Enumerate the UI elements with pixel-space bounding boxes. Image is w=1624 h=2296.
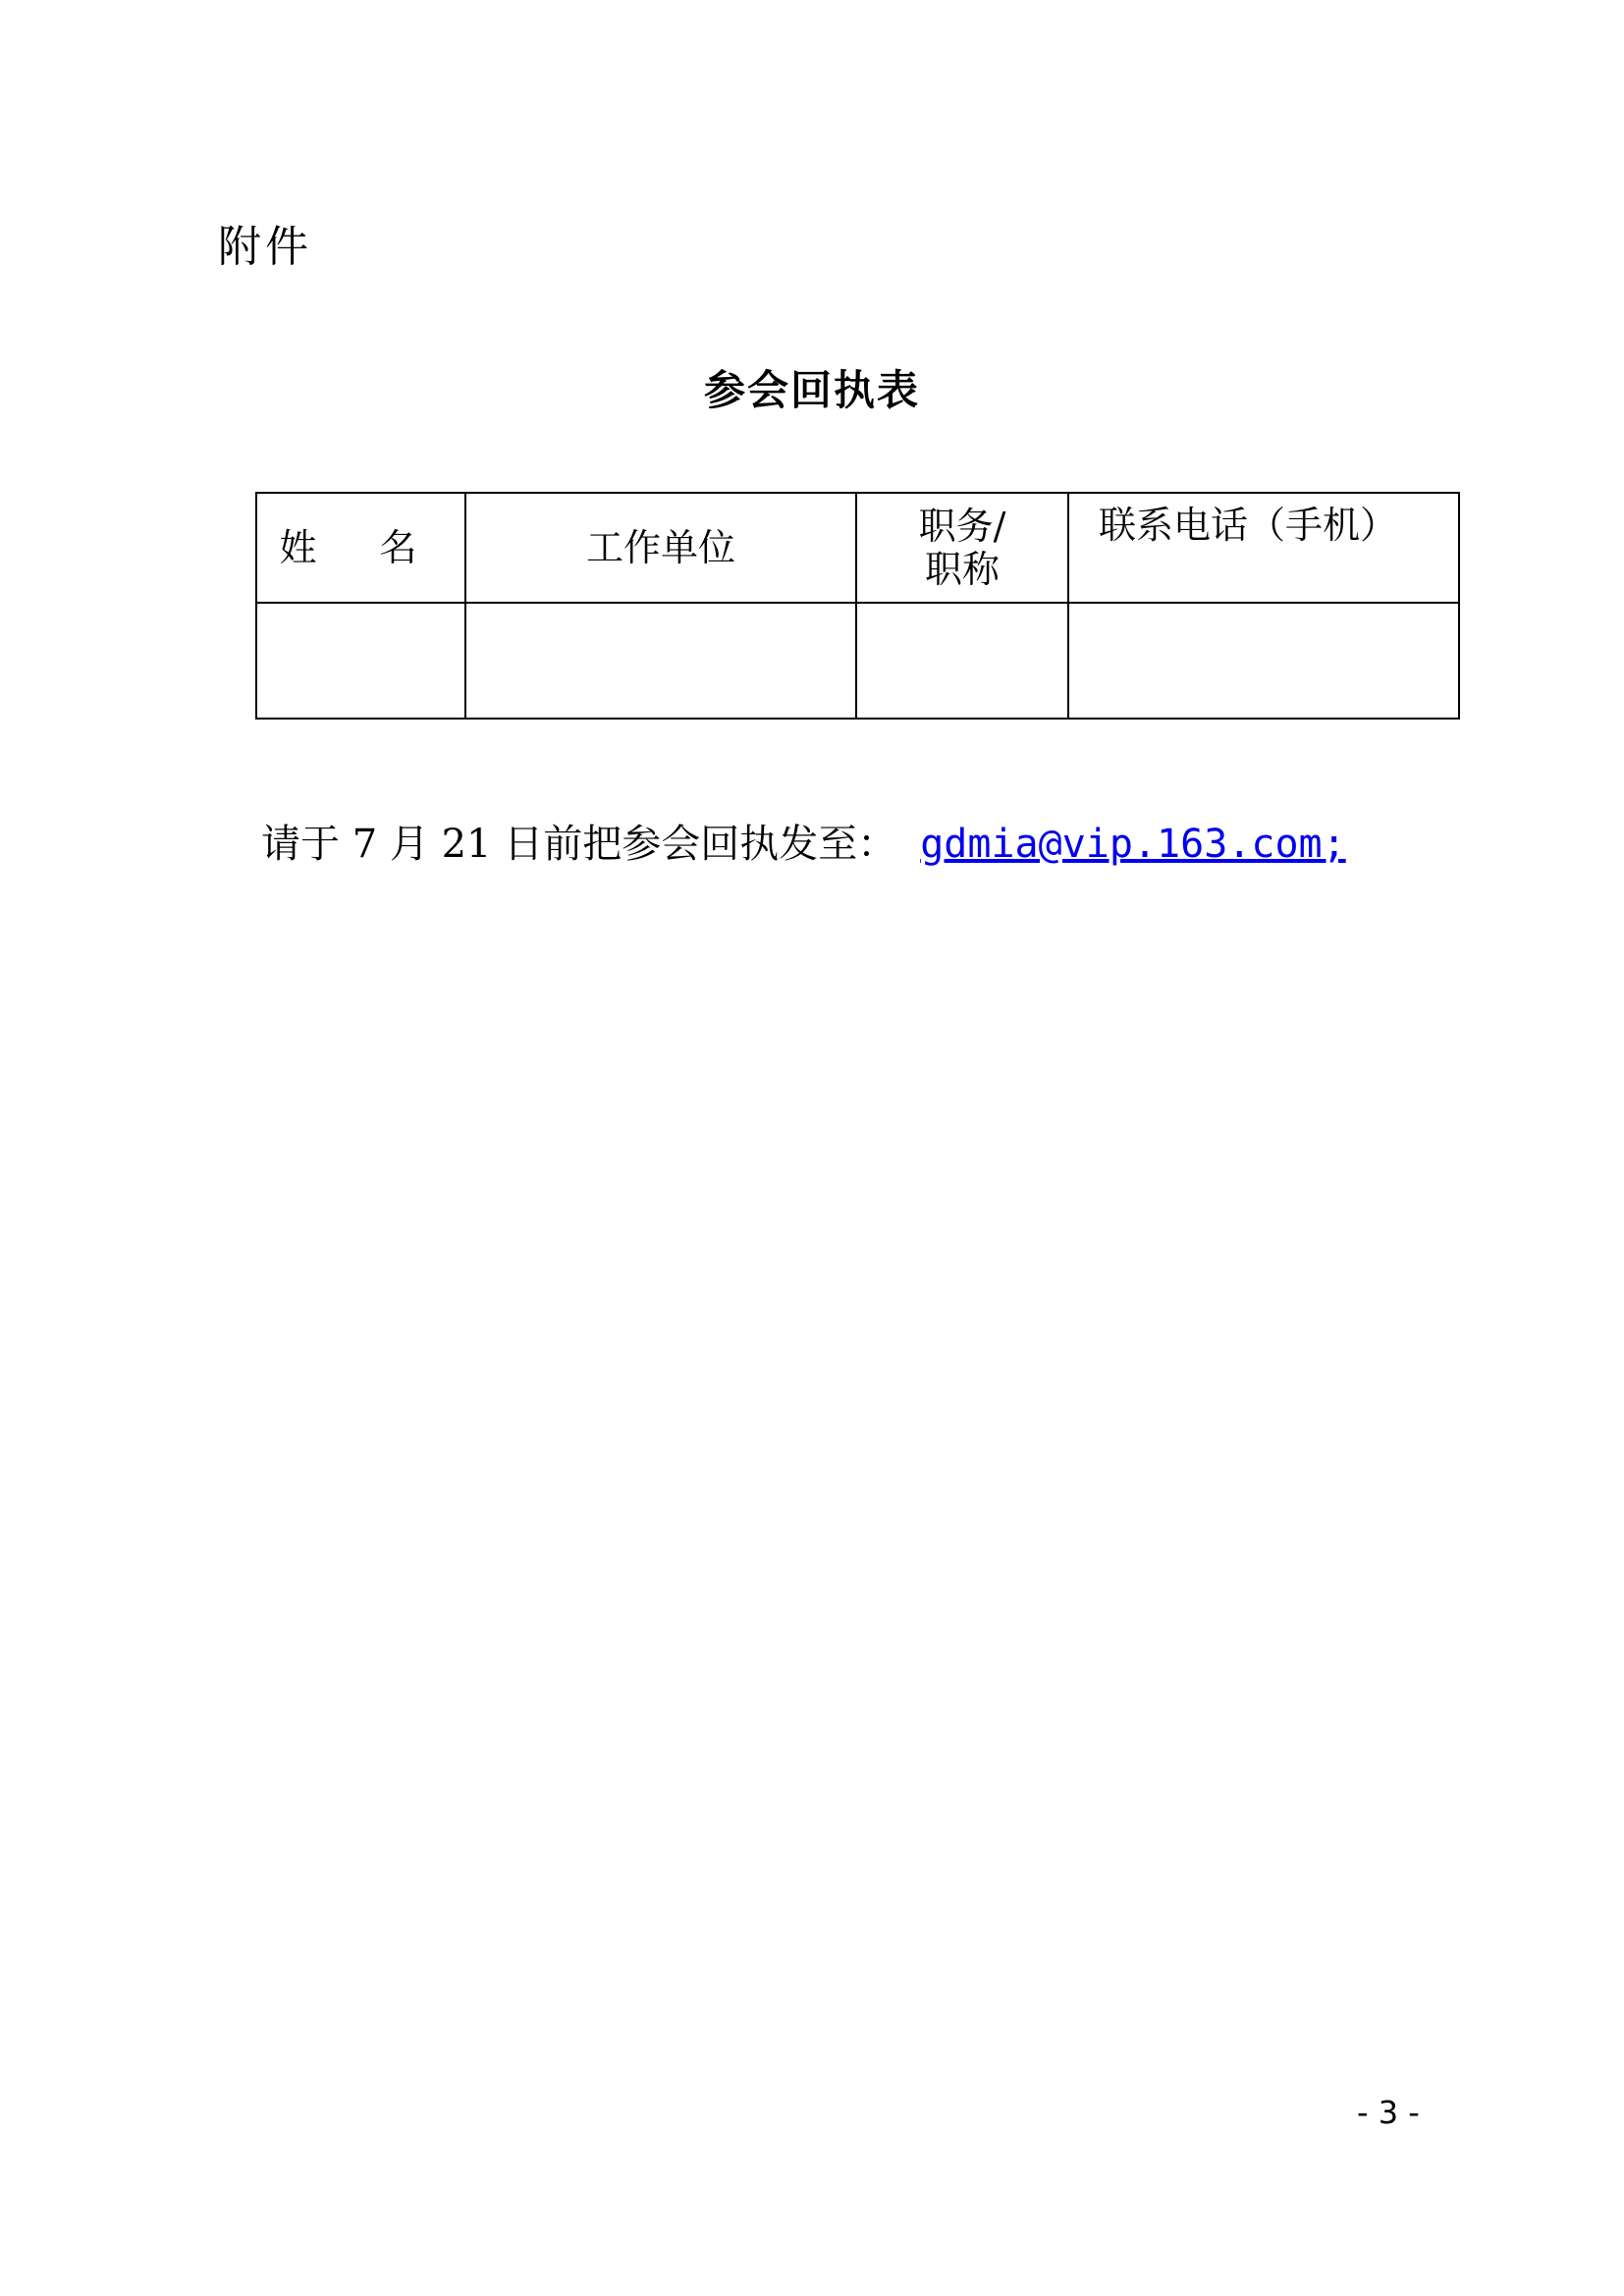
table-header-row — [256, 493, 1459, 603]
submission-notice — [261, 815, 1346, 874]
cell-organization[interactable] — [465, 603, 856, 719]
header-organization: 工作单位 — [465, 493, 856, 603]
header-phone — [1068, 493, 1459, 603]
header-title-line2: 职称 — [924, 548, 1000, 591]
cell-phone[interactable] — [1068, 603, 1459, 719]
form-title: 参会回执表 — [703, 366, 920, 414]
header-name — [256, 493, 465, 603]
header-title — [856, 493, 1068, 603]
email-link[interactable]: gdmia@vip.163.com; — [920, 822, 1346, 867]
notice-text: 请于 7 月 21 日前把参会回执发至： — [261, 822, 897, 867]
attachment-label: 附件 — [218, 222, 312, 272]
page-number: - 3 - — [1357, 2094, 1420, 2131]
header-title-line1: 职务/ — [918, 505, 1006, 548]
cell-name[interactable] — [256, 603, 465, 719]
header-phone-label: 联系电话（手机） — [1099, 504, 1398, 547]
table-row — [256, 603, 1459, 719]
cell-title[interactable] — [856, 603, 1068, 719]
header-name-label: 姓 名 — [279, 526, 443, 569]
reply-form-table — [255, 492, 1460, 720]
